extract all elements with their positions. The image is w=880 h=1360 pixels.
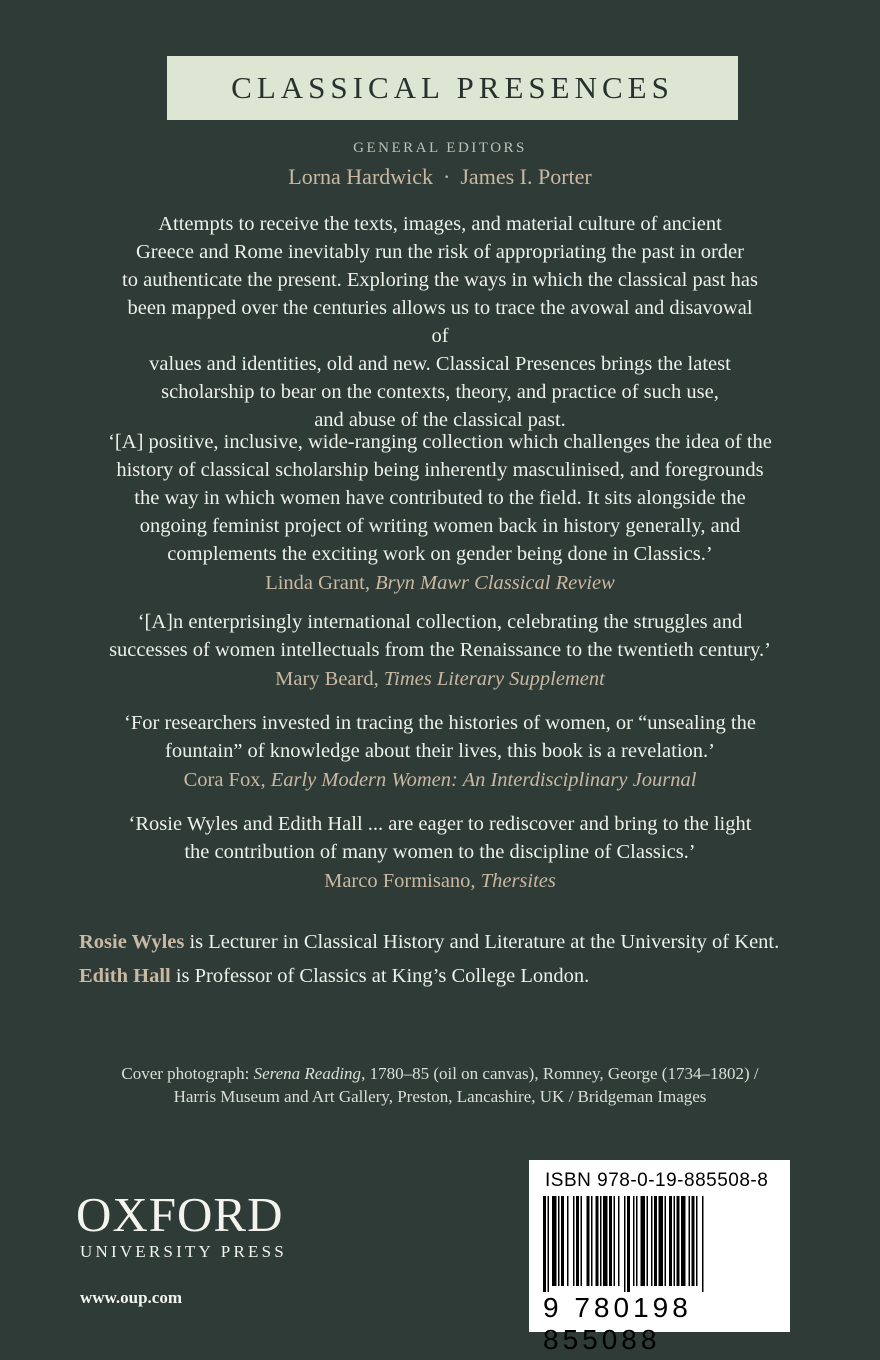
author-description: is Professor of Classics at King’s College London. (170, 965, 590, 987)
publisher-subtitle: UNIVERSITY PRESS (80, 1242, 287, 1261)
general-editors-label: GENERAL EDITORS (353, 140, 527, 156)
reviewer-name: Linda Grant, (265, 572, 370, 594)
review-attribution (90, 867, 790, 895)
review-quote (90, 608, 790, 693)
quote-line: fountain” of knowledge about their lives, this book is a revelation.’ (165, 740, 715, 762)
barcode-bar (641, 1196, 646, 1286)
barcode-bar (543, 1196, 546, 1292)
barcode-bar (633, 1196, 635, 1286)
barcode-bar (591, 1196, 593, 1286)
barcode-bar (603, 1196, 608, 1286)
reviewer-name: Marco Formisano, (324, 870, 476, 892)
series-banner (167, 56, 738, 120)
barcode-digits: 9 780198 855088 (543, 1292, 692, 1355)
credit-work-title: Serena Reading (253, 1064, 362, 1083)
barcode-bar (702, 1196, 704, 1292)
reviewer-name: Cora Fox, (183, 769, 266, 791)
barcode-bar (654, 1196, 657, 1286)
author-name: Edith Hall (79, 965, 171, 987)
general-editors-names (0, 164, 880, 190)
credit-details: , 1780–85 (oil on canvas), Romney, George (1734–1802) / (361, 1064, 759, 1083)
review-quote (90, 428, 790, 597)
publisher-logo: OXFORD (76, 1187, 284, 1242)
review-attribution (90, 766, 790, 794)
barcode-bar (614, 1196, 616, 1286)
blurb-line: and abuse of the classical past. (314, 409, 566, 431)
isbn-barcode-box (529, 1160, 790, 1355)
blurb-line: scholarship to bear on the contexts, theory, and practice of such use, (161, 381, 719, 403)
series-title: CLASSICAL PRESENCES (231, 70, 674, 105)
blurb-line: Attempts to receive the texts, images, and material culture of ancient (158, 213, 722, 235)
barcode-bar (651, 1196, 653, 1286)
barcode-bar (558, 1196, 560, 1286)
quote-line: ‘[A] positive, inclusive, wide-ranging collection which challenges the idea of the (108, 431, 772, 453)
barcode-bar (647, 1196, 649, 1286)
barcode-bar (665, 1196, 667, 1286)
author-description: is Lecturer in Classical History and Literature at the University of Kent. (184, 931, 780, 953)
credit-prefix: Cover photograph: (121, 1064, 254, 1083)
blurb-line: Greece and Rome inevitably run the risk of appropriating the past in order (136, 241, 744, 263)
barcode-bar (681, 1196, 686, 1286)
barcode-bar (600, 1196, 602, 1286)
barcode-bar (689, 1196, 691, 1286)
blurb-line: values and identities, old and new. Classical Presences brings the latest (149, 353, 731, 375)
review-source: Early Modern Women: An Interdisciplinary Journal (270, 769, 697, 791)
review-quote (90, 709, 790, 794)
quote-line: the way in which women have contributed to the field. It sits alongside the (134, 487, 746, 509)
review-attribution (90, 665, 790, 693)
blurb-line: been mapped over the centuries allows us to trace the avowal and disavowal of (127, 297, 753, 347)
blurb-line: to authenticate the present. Exploring the ways in which the classical past has (122, 269, 758, 291)
barcode-bar (561, 1196, 564, 1286)
quote-line: the contribution of many women to the discipline of Classics.’ (184, 841, 696, 863)
editor-name: James I. Porter (460, 164, 592, 189)
review-quote (90, 810, 790, 895)
barcode-bar (548, 1196, 550, 1292)
barcode-bar (567, 1196, 569, 1286)
barcode-bar (596, 1196, 599, 1286)
review-source: Thersites (480, 870, 556, 892)
barcode-bar (636, 1196, 638, 1286)
cover-credit (60, 1062, 820, 1108)
quote-line: complements the exciting work on gender being done in Classics.’ (167, 543, 713, 565)
editor-name: Lorna Hardwick (288, 164, 434, 189)
quote-line: ongoing feminist project of writing women back in history generally, and (139, 515, 741, 537)
author-bio (79, 962, 869, 990)
barcode (539, 1196, 780, 1292)
barcode-bar (627, 1196, 630, 1292)
author-name: Rosie Wyles (79, 931, 185, 953)
quote-line: successes of women intellectuals from the Renaissance to the twentieth century.’ (109, 639, 771, 661)
author-bio (79, 928, 869, 956)
quote-line: ‘Rosie Wyles and Edith Hall ... are eager to rediscover and bring to the light (128, 813, 752, 835)
isbn-label: ISBN 978-0-19-885508-8 (545, 1170, 769, 1191)
review-source: Bryn Mawr Classical Review (375, 572, 615, 594)
quote-line: ‘[A]n enterprisingly international collection, celebrating the struggles and (137, 611, 743, 633)
reviewer-name: Mary Beard, (275, 668, 379, 690)
credit-line: Harris Museum and Art Gallery, Preston, Lancashire, UK / Bridgeman Images (173, 1087, 707, 1106)
barcode-bar (674, 1196, 676, 1286)
editor-separator: · (443, 164, 451, 189)
credit-line (60, 1062, 820, 1085)
barcode-bar (677, 1196, 680, 1286)
review-attribution (90, 569, 790, 597)
barcode-bar (692, 1196, 695, 1286)
barcode-bar (609, 1196, 612, 1286)
barcode-bar (624, 1196, 626, 1292)
barcode-bar (552, 1196, 557, 1286)
review-source: Times Literary Supplement (383, 668, 605, 690)
quote-line: ‘For researchers invested in tracing the histories of women, or “unsealing the (124, 712, 756, 734)
barcode-bar (576, 1196, 579, 1286)
barcode-bar (669, 1196, 672, 1286)
publisher-website: www.oup.com (80, 1288, 183, 1307)
barcode-bar (587, 1196, 590, 1286)
barcode-bar (573, 1196, 575, 1286)
barcode-bar (618, 1196, 620, 1286)
barcode-bar (659, 1196, 664, 1286)
series-blurb (120, 210, 760, 434)
barcode-bar (581, 1196, 583, 1286)
barcode-bar (696, 1196, 698, 1286)
quote-line: history of classical scholarship being inherently masculinised, and foregrounds (116, 459, 764, 481)
